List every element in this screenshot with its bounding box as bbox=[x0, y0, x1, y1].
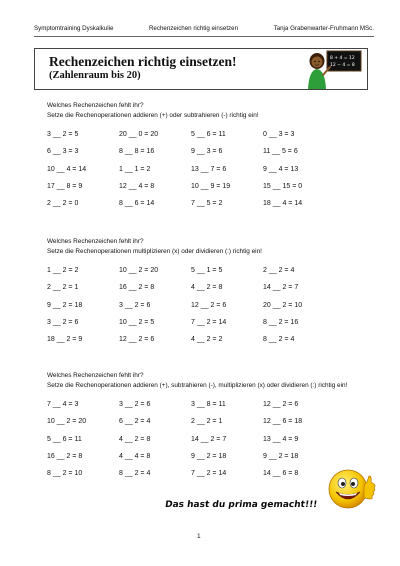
equation: 8 __ 2 = 4 bbox=[263, 336, 295, 344]
exercise-grid bbox=[47, 401, 367, 478]
equation: 2 __ 2 = 1 bbox=[47, 284, 79, 292]
exercise-section-1 bbox=[47, 101, 367, 208]
equation: 3 __ 2 = 6 bbox=[119, 301, 151, 309]
equation: 9 __ 2 = 18 bbox=[47, 301, 83, 309]
equation: 11 __ 5 = 6 bbox=[263, 148, 298, 156]
equation: 1 __ 1 = 2 bbox=[119, 165, 151, 173]
section-question: Welches Rechenzeichen fehlt ihr? bbox=[47, 238, 144, 245]
equation: 10 __ 2 = 20 bbox=[119, 267, 159, 274]
equation: 5 __ 1 = 5 bbox=[191, 267, 223, 274]
exercise-grid bbox=[47, 267, 367, 344]
section-instruction: Setze die Rechenoperationen multiplizieren (x) oder dividieren (:) richtig ein! bbox=[47, 248, 262, 255]
equation: 14 __ 6 = 8 bbox=[263, 470, 299, 478]
equation: 9 __ 3 = 6 bbox=[191, 148, 223, 156]
section-instruction: Setze die Rechenoperationen addieren (+) oder subtrahieren (-) richtig ein! bbox=[47, 112, 259, 119]
equation: 9 __ 2 = 18 bbox=[191, 452, 227, 460]
equation: 20 __ 2 = 10 bbox=[263, 301, 303, 309]
equation: 0 __ 3 = 3 bbox=[263, 131, 295, 138]
equation: 7 __ 2 = 14 bbox=[191, 318, 227, 326]
equation: 3 __ 2 = 6 bbox=[119, 401, 151, 408]
equation: 5 __ 6 = 11 bbox=[191, 131, 226, 138]
equation: 6 __ 2 = 4 bbox=[119, 418, 151, 426]
equation: 3 __ 2 = 6 bbox=[47, 318, 79, 326]
section-question: Welches Rechenzeichen fehlt ihr? bbox=[47, 372, 144, 379]
equation: 17 __ 8 = 9 bbox=[47, 182, 83, 190]
equation: 2 __ 2 = 4 bbox=[263, 267, 295, 274]
equation: 18 __ 4 = 14 bbox=[263, 200, 303, 208]
equation: 8 __ 6 = 14 bbox=[119, 200, 155, 208]
section-instruction: Setze die Rechenoperationen addieren (+), subtrahieren (-), multiplizieren (x) oder dividieren (:) richtig ein! bbox=[47, 382, 348, 389]
equation: 12 __ 2 = 6 bbox=[119, 336, 155, 344]
equation: 3 __ 2 = 5 bbox=[47, 131, 79, 138]
equation: 7 __ 5 = 2 bbox=[191, 200, 223, 208]
equation: 9 __ 4 = 13 bbox=[263, 165, 299, 173]
equation: 3 __ 8 = 11 bbox=[191, 401, 226, 408]
exercise-section-3 bbox=[47, 371, 367, 478]
equation: 5 __ 6 = 11 bbox=[47, 435, 82, 443]
equation: 15 __ 15 = 0 bbox=[263, 182, 303, 190]
title-box bbox=[34, 48, 368, 90]
exercise-grid bbox=[47, 131, 367, 208]
board-line-2: 12 − 4 = 8 bbox=[330, 63, 355, 68]
board-line-1: 8 + 4 = 12 bbox=[330, 56, 355, 61]
equation: 8 __ 2 = 4 bbox=[119, 470, 151, 478]
equation: 16 __ 2 = 8 bbox=[47, 452, 83, 460]
equation: 4 __ 2 = 8 bbox=[191, 284, 223, 292]
equation: 14 __ 2 = 7 bbox=[191, 435, 227, 443]
equation: 4 __ 2 = 2 bbox=[191, 336, 223, 344]
page-header bbox=[34, 25, 374, 37]
smiley-thumbs-up-icon bbox=[326, 464, 376, 514]
equation: 10 __ 2 = 5 bbox=[119, 318, 155, 326]
equation: 8 __ 2 = 16 bbox=[263, 318, 299, 326]
header-center: Rechenzeichen richtig einsetzen bbox=[148, 25, 239, 32]
page-title: Rechenzeichen richtig einsetzen! bbox=[49, 54, 237, 69]
equation: 18 __ 2 = 9 bbox=[47, 336, 83, 344]
equation: 10 __ 4 = 14 bbox=[47, 165, 87, 173]
equation: 4 __ 4 = 8 bbox=[119, 452, 151, 460]
equation: 12 __ 2 = 6 bbox=[191, 301, 227, 309]
equation: 6 __ 3 = 3 bbox=[47, 148, 79, 156]
equation: 2 __ 2 = 0 bbox=[47, 200, 79, 208]
equation: 2 __ 2 = 1 bbox=[191, 418, 223, 426]
header-right: Tanja Grabenwarter-Fruhmann MSc. bbox=[273, 25, 374, 32]
equation: 13 __ 4 = 9 bbox=[263, 435, 299, 443]
equation: 9 __ 2 = 18 bbox=[263, 452, 299, 460]
equation: 10 __ 9 = 19 bbox=[191, 182, 231, 190]
equation: 8 __ 8 = 16 bbox=[119, 148, 155, 156]
equation: 8 __ 2 = 10 bbox=[47, 470, 83, 478]
equation: 14 __ 2 = 7 bbox=[263, 284, 299, 292]
equation: 20 __ 0 = 20 bbox=[119, 131, 159, 138]
equation: 4 __ 2 = 8 bbox=[119, 435, 151, 443]
praise-text: Das hast du prima gemacht!!! bbox=[164, 500, 318, 510]
section-question: Welches Rechenzeichen fehlt ihr? bbox=[47, 102, 144, 109]
equation: 16 __ 2 = 8 bbox=[119, 284, 155, 292]
equation: 12 __ 2 = 6 bbox=[263, 401, 299, 408]
header-left: Symptomtraining Dyskalkulie bbox=[34, 25, 114, 32]
page-number: 1 bbox=[197, 533, 201, 540]
equation: 7 __ 2 = 14 bbox=[191, 470, 227, 478]
equation: 12 __ 4 = 8 bbox=[119, 182, 155, 190]
equation: 12 __ 6 = 18 bbox=[263, 418, 303, 426]
page-subtitle: (Zahlenraum bis 20) bbox=[49, 70, 141, 81]
equation: 13 __ 7 = 6 bbox=[191, 165, 227, 173]
equation: 10 __ 2 = 20 bbox=[47, 418, 87, 426]
teacher-blackboard-icon bbox=[303, 49, 365, 89]
equation: 7 __ 4 = 3 bbox=[47, 401, 79, 408]
equation: 1 __ 2 = 2 bbox=[47, 267, 79, 274]
exercise-section-2 bbox=[47, 237, 367, 344]
